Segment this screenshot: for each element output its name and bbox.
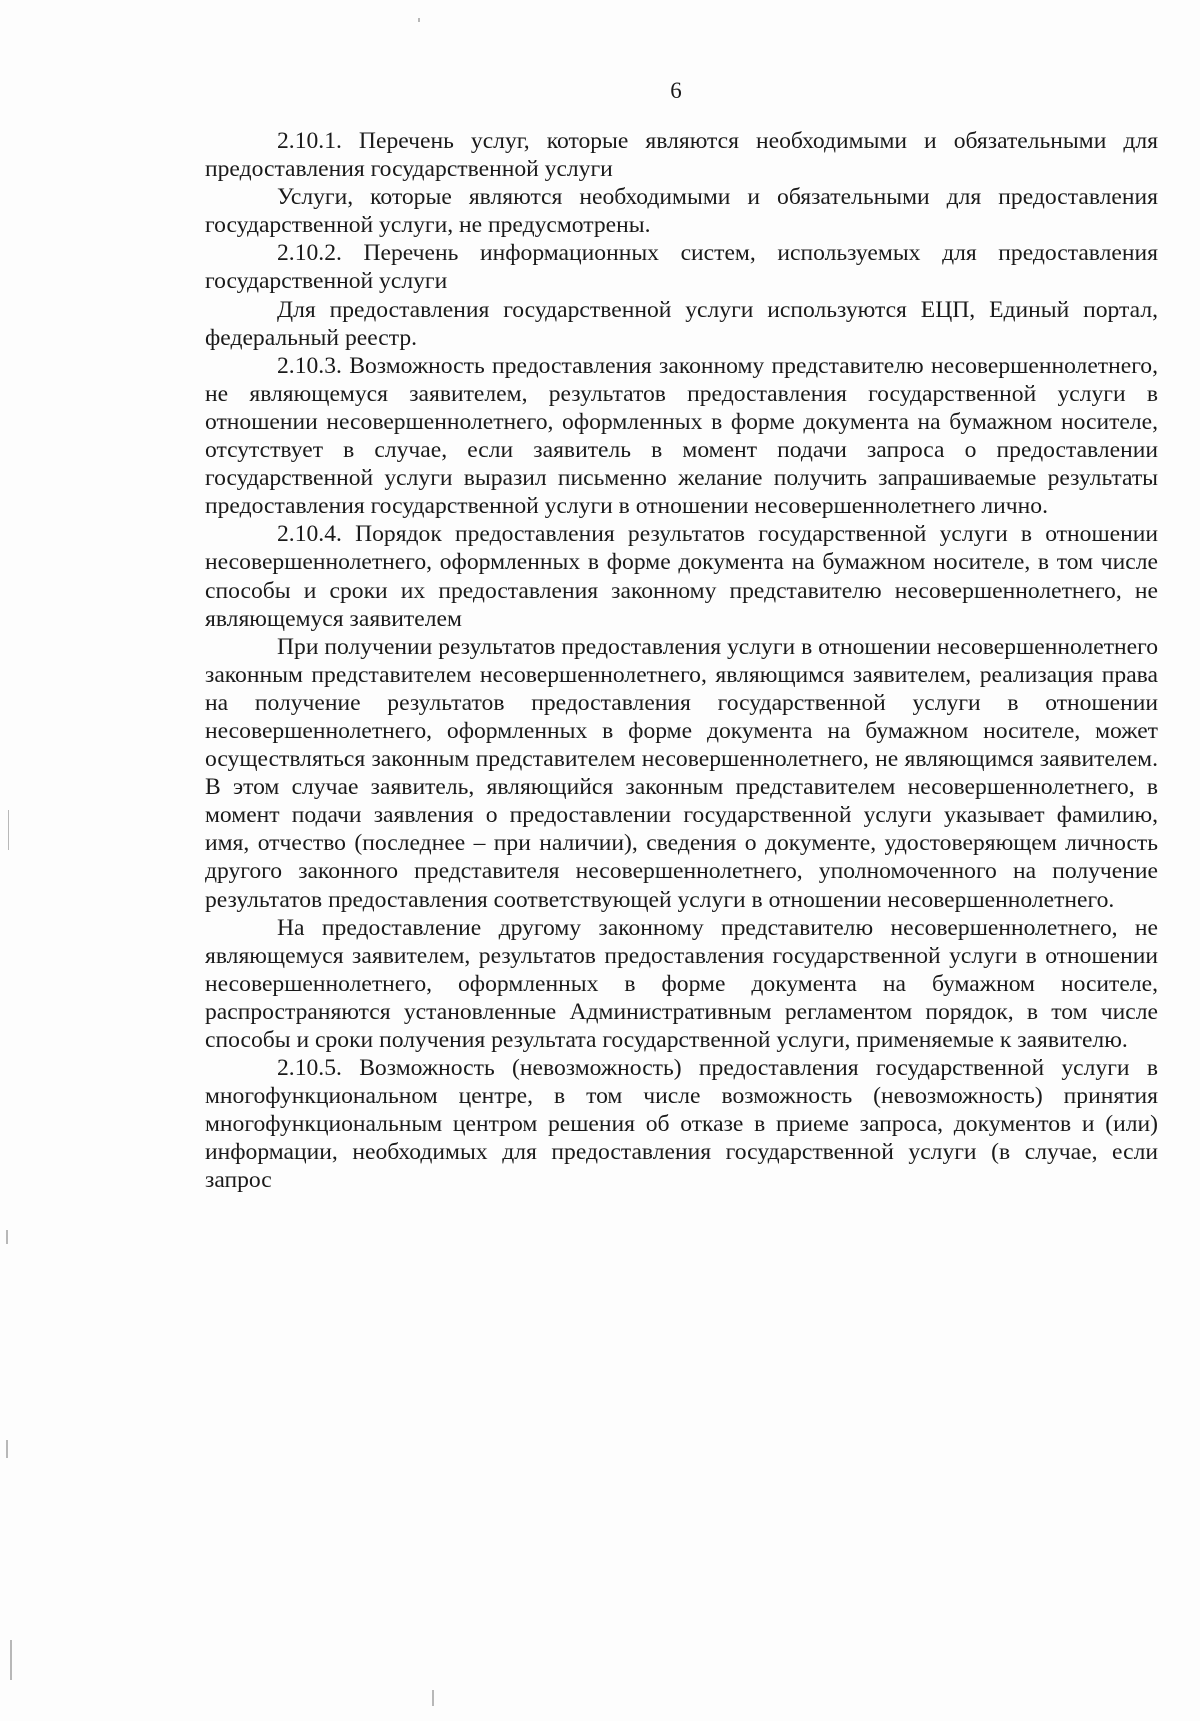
paragraph-2-10-4-other-representative: На предоставление другому законному представителю несовершеннолетнего, не являющемуся заявителем, результатов предоставления государственной услуги в отношении несовершеннолетнего, оформленных в форме документа на бумажном носителе, распространяются установленные Административным регламентом порядок, в том числе способы и сроки получения результата государственной услуги, применяемые к заявителю. [205, 914, 1158, 1053]
page-number: 6 [670, 78, 682, 103]
scan-speck [432, 1690, 434, 1706]
paragraph-2-10-4-text: При получении результатов предоставления услуги в отношении несовершеннолетнего законным представителем несовершеннолетнего, являющимся заявителем, реализация права на получение результатов предоставления государственной услуги в отношении несовершеннолетнего, оформленных в форме документа на бумажном носителе, может осуществляться законным представителем несовершеннолетнего, не являющимся заявителем. В этом случае заявитель, являющийся законным представителем несовершеннолетнего, в момент подачи заявления о предоставлении государственной услуги указывает фамилию, имя, отчество (последнее – при наличии), сведения о документе, удостоверяющем личность другого законного представителя несовершеннолетнего, уполномоченного на получение результатов предоставления соответствующей услуги в отношении несовершеннолетнего. [205, 633, 1158, 913]
document-body [205, 127, 1158, 1195]
scan-speck [6, 1230, 8, 1244]
paragraph-2-10-2-text: Для предоставления государственной услуги используются ЕЦП, Единый портал, федеральный реестр. [205, 296, 1158, 351]
paragraph-2-10-5: 2.10.5. Возможность (невозможность) предоставления государственной услуги в многофункциональном центре, в том числе возможность (невозможность) принятия многофункциональным центром решения об отказе в приеме запроса, документов и (или) информации, необходимых для предоставления государственной услуги (в случае, если запрос [205, 1055, 1158, 1194]
paragraph-2-10-3: 2.10.3. Возможность предоставления законному представителю несовершеннолетнего, не являющемуся заявителем, результатов предоставления государственной услуги в отношении несовершеннолетнего, оформленных в форме документа на бумажном носителе, отсутствует в случае, если заявитель в момент подачи запроса о предоставлении государственной услуги выразил письменно желание получить запрашиваемые результаты предоставления государственной услуги в отношении несовершеннолетнего лично. [205, 352, 1158, 520]
paragraph-2-10-1-heading: 2.10.1. Перечень услуг, которые являются необходимыми и обязательными для предоставления государственной услуги [205, 128, 1158, 183]
scan-speck [10, 1640, 12, 1680]
paragraph-2-10-2-heading: 2.10.2. Перечень информационных систем, используемых для предоставления государственной услуги [205, 240, 1158, 295]
scan-speck [8, 810, 9, 850]
paragraph-2-10-4-heading: 2.10.4. Порядок предоставления результатов государственной услуги в отношении несовершеннолетнего, оформленных в форме документа на бумажном носителе, в том числе способы и сроки их предоставления законному представителю несовершеннолетнего, не являющемуся заявителем [205, 521, 1158, 632]
scan-speck [6, 1440, 8, 1458]
paragraph-2-10-1-text: Услуги, которые являются необходимыми и обязательными для предоставления государственной услуги, не предусмотрены. [205, 184, 1158, 239]
scan-speck [418, 18, 420, 22]
